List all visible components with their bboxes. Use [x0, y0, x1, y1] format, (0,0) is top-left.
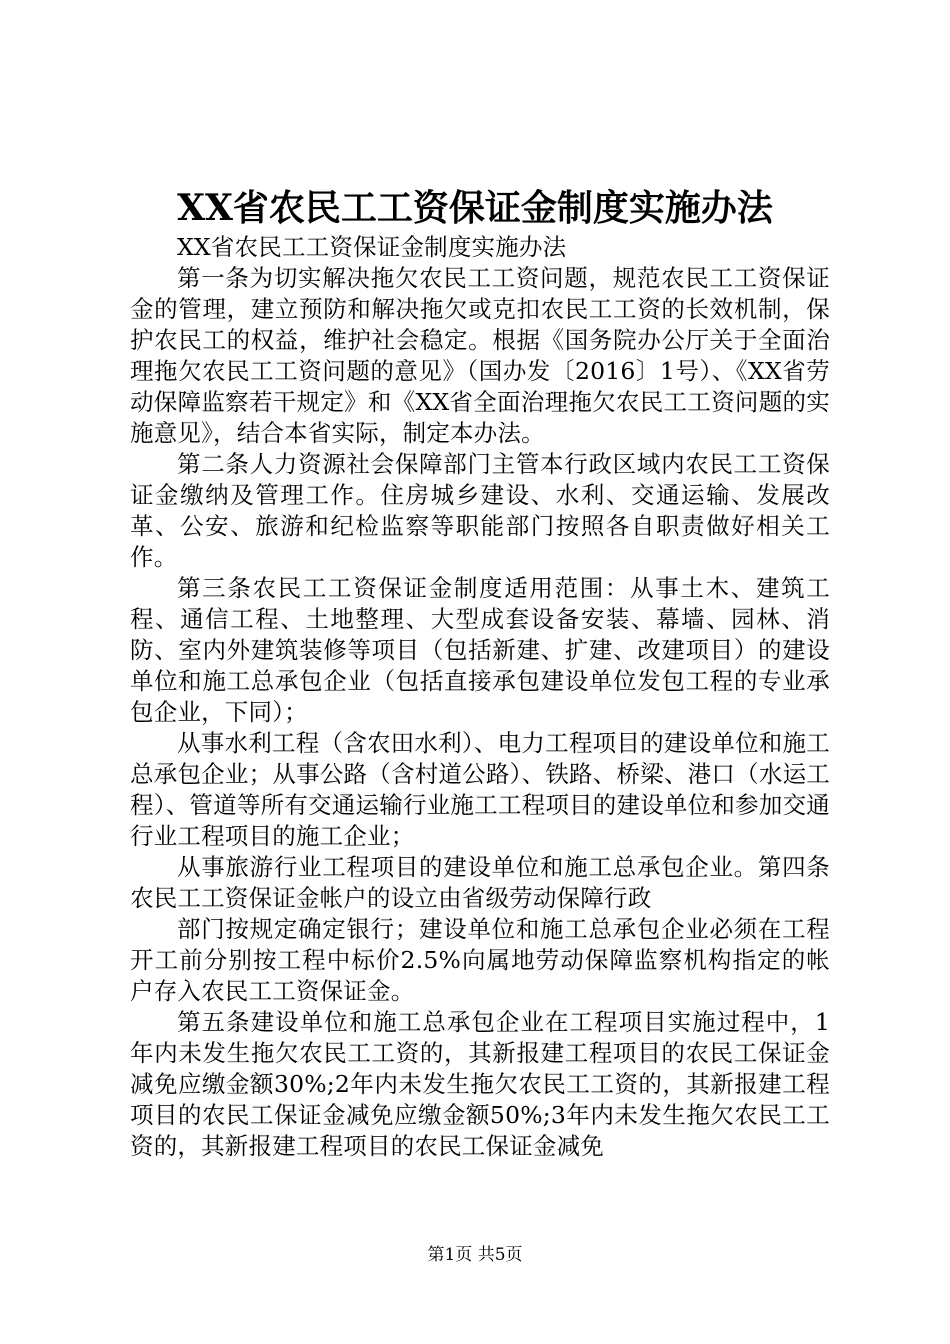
- document-title: XX省农民工工资保证金制度实施办法: [177, 187, 773, 229]
- paragraph-article-3: 第三条农民工工资保证金制度适用范围：从事土木、建筑工程、通信工程、土地整理、大型成套设备安装、幕墙、园林、消防、室内外建筑装修等项目（包括新建、扩建、改建项目）的建设单位和施工总承包企业（包括直接承包建设单位发包工程的专业承包企业，下同）；: [130, 574, 830, 726]
- paragraph-article-1: 第一条为切实解决拖欠农民工工资问题，规范农民工工资保证金的管理，建立预防和解决拖欠或克扣农民工工资的长效机制，保护农民工的权益，维护社会稳定。根据《国务院办公厅关于全面治理拖欠农民工工资问题的意见》（国办发〔2016〕1号）、《XX省劳动保障监察若干规定》和《XX省全面治理拖欠农民工工资问题的实施意见》，结合本省实际，制定本办法。: [130, 264, 830, 447]
- paragraph-subtitle: XX省农民工工资保证金制度实施办法: [177, 233, 567, 261]
- page-number-footer: 第1页 共5页: [427, 1245, 523, 1265]
- paragraph-article-5: 第五条建设单位和施工总承包企业在工程项目实施过程中，1年内未发生拖欠农民工工资的，其新报建工程项目的农民工保证金减免应缴金额30%;2年内未发生拖欠农民工工资的，其新报建工程项目的农民工保证金减免应缴金额50%;3年内未发生拖欠农民工工资的，其新报建工程项目的农民工保证金减免: [130, 1008, 830, 1160]
- document-body: [130, 232, 830, 1162]
- paragraph-article-4-cont: 部门按规定确定银行；建设单位和施工总承包企业必须在工程开工前分别按工程中标价2.5%向属地劳动保障监察机构指定的帐户存入农民工工资保证金。: [130, 915, 830, 1005]
- paragraph-article-2: 第二条人力资源社会保障部门主管本行政区域内农民工工资保证金缴纳及管理工作。住房城乡建设、水利、交通运输、发展改革、公安、旅游和纪检监察等职能部门按照各自职责做好相关工作。: [130, 450, 830, 571]
- paragraph-article-3-cont-2: 从事旅游行业工程项目的建设单位和施工总承包企业。第四条农民工工资保证金帐户的设立由省级劳动保障行政: [130, 853, 830, 912]
- paragraph-article-3-cont-1: 从事水利工程（含农田水利）、电力工程项目的建设单位和施工总承包企业；从事公路（含村道公路）、铁路、桥梁、港口（水运工程）、管道等所有交通运输行业施工工程项目的建设单位和参加交通行业工程项目的施工企业；: [130, 729, 830, 850]
